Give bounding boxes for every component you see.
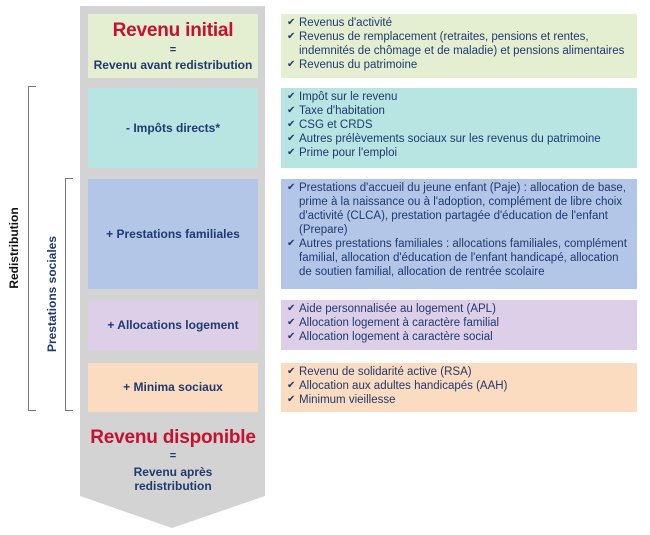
list-item-text: Impôt sur le revenu <box>299 91 398 103</box>
prestations-familiales-panel <box>281 179 637 289</box>
list-item <box>287 104 631 118</box>
check-icon: ✔ <box>287 182 296 193</box>
revenu-disponible-subtitle-1: Revenu après <box>133 464 213 479</box>
list-item-text: Allocation logement à caractère familial <box>299 317 500 329</box>
allocations-logement-box <box>88 300 258 350</box>
revenu-initial-panel <box>281 14 637 78</box>
list-item-text: CSG et CRDS <box>299 119 373 131</box>
list-item-text: Revenus du patrimoine <box>299 59 418 71</box>
check-icon: ✔ <box>287 331 296 342</box>
check-icon: ✔ <box>287 59 296 70</box>
list-item <box>287 16 631 30</box>
list-item <box>287 365 631 379</box>
check-icon: ✔ <box>287 119 296 130</box>
impots-directs-panel <box>281 88 637 168</box>
revenu-initial-box <box>88 14 258 78</box>
list-item <box>287 393 631 407</box>
list-item-text: Revenu de solidarité active (RSA) <box>299 366 472 378</box>
list-item <box>287 379 631 393</box>
list-item-text: Autres prestations familiales : allocations familiales, complément familial, allocation d'éducation de l'enfant handicapé, allocation de soutien familial, allocation de rentrée scolaire <box>299 238 627 278</box>
list-item <box>287 302 631 316</box>
check-icon: ✔ <box>287 380 296 391</box>
check-icon: ✔ <box>287 317 296 328</box>
list-item <box>287 132 631 146</box>
impots-directs-box <box>88 88 258 168</box>
list-item-text: Taxe d'habitation <box>299 105 385 117</box>
minima-sociaux-label: + Minima sociaux <box>123 380 223 395</box>
check-icon: ✔ <box>287 238 296 249</box>
revenu-disponible-title: Revenu disponible <box>90 426 256 448</box>
allocations-logement-label: + Allocations logement <box>107 317 239 332</box>
list-item <box>287 58 631 72</box>
redistribution-label: Redistribution <box>7 207 21 289</box>
check-icon: ✔ <box>287 91 296 102</box>
list-item <box>287 181 631 237</box>
revenu-initial-subtitle: Revenu avant redistribution <box>93 57 253 72</box>
allocations-logement-panel <box>281 300 637 350</box>
list-item-text: Revenus d'activité <box>299 17 392 29</box>
check-icon: ✔ <box>287 394 296 405</box>
redistribution-bracket <box>28 86 36 411</box>
revenu-initial-title: Revenu initial <box>112 19 234 41</box>
list-item <box>287 90 631 104</box>
prestations-familiales-box <box>88 179 258 289</box>
list-item-text: Prestations d'accueil du jeune enfant (Paje) : allocation de base, prime à la naissance ou à l'adoption, complément de libre choix d'activité (CLCA), prestation partagée d'éducation de l'enfant (Prepare) <box>299 182 626 236</box>
check-icon: ✔ <box>287 31 296 42</box>
list-item <box>287 316 631 330</box>
list-item <box>287 118 631 132</box>
list-item-text: Revenus de remplacement (retraites, pensions et rentes, indemnités de chômage et de maladie) et pensions alimentaires <box>299 31 625 57</box>
check-icon: ✔ <box>287 17 296 28</box>
list-item-text: Minimum vieillesse <box>299 394 396 406</box>
list-item-text: Aide personnalisée au logement (APL) <box>299 303 496 315</box>
prestations-sociales-bracket <box>65 178 73 411</box>
list-item-text: Allocation logement à caractère social <box>299 331 493 343</box>
check-icon: ✔ <box>287 366 296 377</box>
list-item-text: Prime pour l'emploi <box>299 147 398 159</box>
list-item-text: Allocation aux adultes handicapés (AAH) <box>299 380 508 392</box>
revenu-disponible-box <box>88 428 258 492</box>
check-icon: ✔ <box>287 133 296 144</box>
check-icon: ✔ <box>287 147 296 158</box>
list-item-text: Autres prélèvements sociaux sur les revenus du patrimoine <box>299 133 601 145</box>
impots-directs-label: - Impôts directs* <box>125 120 221 135</box>
list-item <box>287 237 631 279</box>
revenu-initial-equals: = <box>169 43 177 56</box>
minima-sociaux-panel <box>281 363 637 412</box>
list-item <box>287 330 631 344</box>
check-icon: ✔ <box>287 303 296 314</box>
revenu-disponible-subtitle-2: redistribution <box>134 479 212 493</box>
prestations-sociales-label: Prestations sociales <box>45 235 59 353</box>
prestations-familiales-label: + Prestations familiales <box>106 226 240 241</box>
check-icon: ✔ <box>287 105 296 116</box>
list-item <box>287 30 631 58</box>
revenu-disponible-equals: = <box>169 450 177 463</box>
list-item <box>287 146 631 160</box>
minima-sociaux-box <box>88 363 258 412</box>
